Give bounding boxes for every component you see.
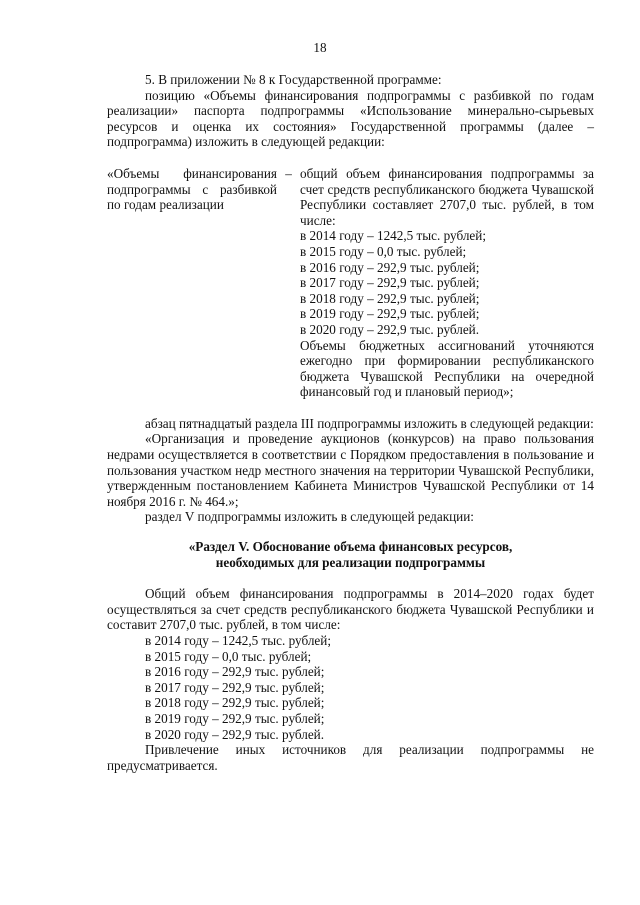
section5-heading-line2: необходимых для реализации подпрограммы xyxy=(215,554,486,570)
section5-year-item: в 2016 году – 292,9 тыс. рублей; xyxy=(145,664,325,680)
table-total-text: общий объем финансирования подпрограммы за счет средств республиканского бюджета Чувашской Республики составляет 2707,0 тыс. рублей, в том числе: xyxy=(300,165,594,228)
section5-year-item: в 2018 году – 292,9 тыс. рублей; xyxy=(145,695,325,711)
section5-year-item: в 2020 году – 292,9 тыс. рублей. xyxy=(145,726,325,742)
financing-table xyxy=(107,166,594,400)
page-number: 18 xyxy=(313,40,327,55)
position-paragraph: позицию «Объемы финансирования подпрограммы с разбивкой по годам реализации» паспорта подпрограммы «Использование минерально-сырьевых ресурсов и оценка их состояния» Государственной программы (далее – подпрограмма) изложить в следующей редакции: xyxy=(107,87,594,150)
section5-closing: Привлечение иных источников для реализации подпрограммы не предусматривается. xyxy=(107,742,594,773)
section5-year-item: в 2019 году – 292,9 тыс. рублей; xyxy=(145,710,325,726)
paragraph15-instruction: абзац пятнадцатый раздела III подпрограммы изложить в следующей редакции: xyxy=(145,415,594,431)
paragraph15-text: «Организация и проведение аукционов (конкурсов) на право пользования недрами осуществляется в соответствии с Порядком предоставления в пользование и пользования участком недр местного значения на территории Чувашской Республики, утвержденным постановлением Кабинета Министров Чувашской Республики от 14 ноября 2016 г. № 464.»; xyxy=(107,431,594,509)
spacer xyxy=(107,570,594,586)
table-left-cell: «Объемы финансирования подпрограммы с разбивкой по годам реализации xyxy=(107,165,277,213)
section5-year-item: в 2015 году – 0,0 тыс. рублей; xyxy=(145,648,312,664)
table-year-item: в 2015 году – 0,0 тыс. рублей; xyxy=(300,243,467,259)
spacer xyxy=(107,400,594,416)
document-body xyxy=(107,72,594,773)
table-year-item: в 2016 году – 292,9 тыс. рублей; xyxy=(300,259,480,275)
table-year-item: в 2017 году – 292,9 тыс. рублей; xyxy=(300,275,480,291)
table-right-cell xyxy=(300,166,594,400)
section5-total: Общий объем финансирования подпрограммы в 2014–2020 годах будет осуществляться за счет средств республиканского бюджета Чувашской Республики и составит 2707,0 тыс. рублей, в том числе: xyxy=(107,586,594,633)
item-line: 5. В приложении № 8 к Государственной программе: xyxy=(145,72,442,87)
section5-year-item: в 2017 году – 292,9 тыс. рублей; xyxy=(145,679,325,695)
table-note: Объемы бюджетных ассигнований уточняются ежегодно при формировании республиканского бюджета Чувашской Республики на очередной финансовый год и плановый период»; xyxy=(300,337,594,400)
section5-year-item: в 2014 году – 1242,5 тыс. рублей; xyxy=(145,633,331,648)
table-year-item: в 2019 году – 292,9 тыс. рублей; xyxy=(300,306,480,322)
table-year-item: в 2018 году – 292,9 тыс. рублей; xyxy=(300,290,480,306)
table-year-item: в 2020 году – 292,9 тыс. рублей. xyxy=(300,321,480,337)
section5-heading xyxy=(107,539,594,570)
section5-instruction: раздел V подпрограммы изложить в следующей редакции: xyxy=(145,509,474,525)
table-dash: – xyxy=(285,165,292,181)
table-year-item: в 2014 году – 1242,5 тыс. рублей; xyxy=(300,228,486,244)
section5-heading-line1: «Раздел V. Обоснование объема финансовых ресурсов, xyxy=(188,539,513,555)
